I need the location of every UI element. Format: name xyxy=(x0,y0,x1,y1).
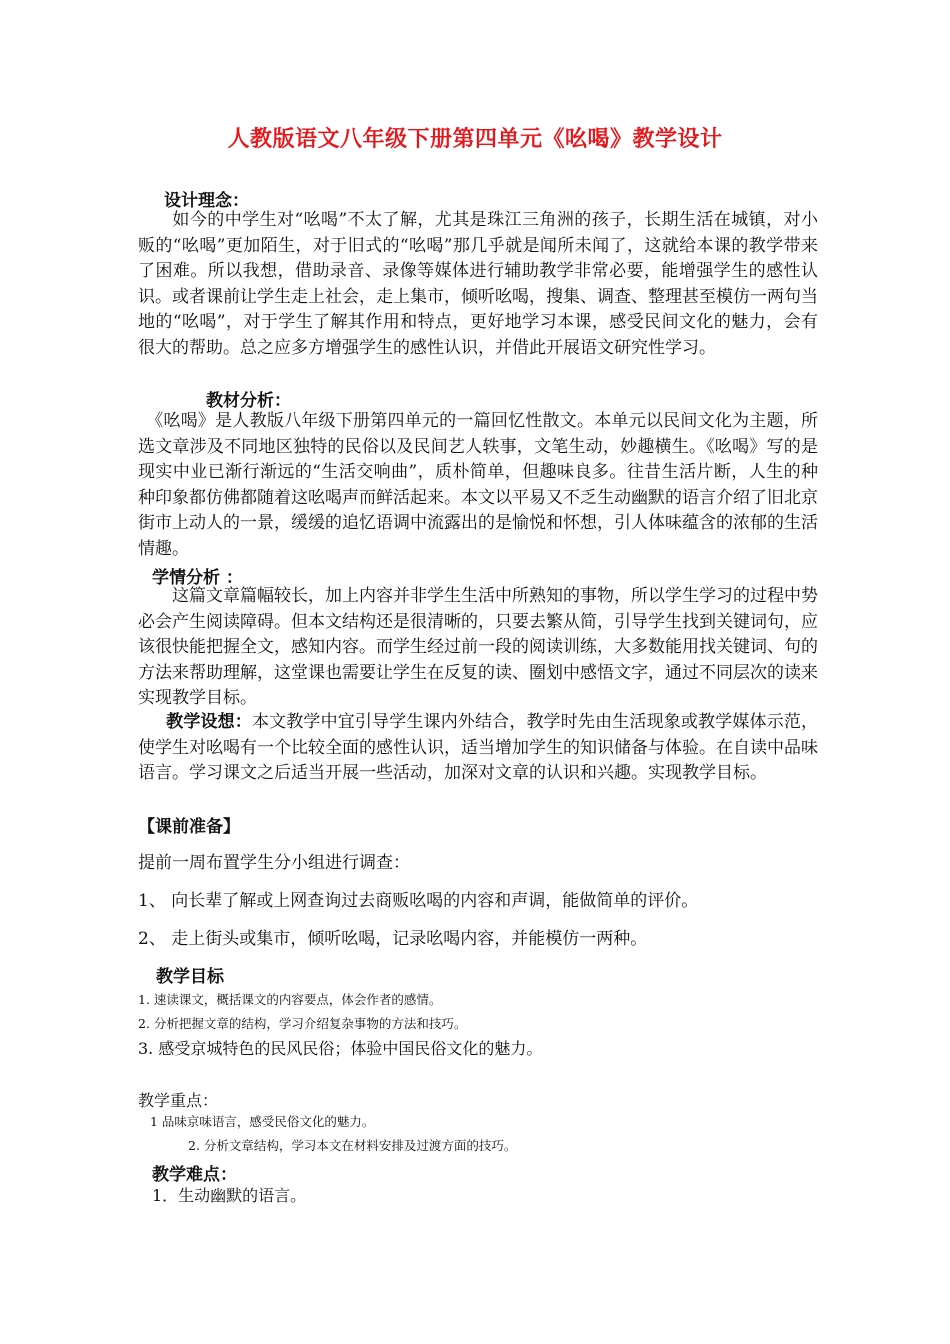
objective-item: 3. 感受京城特色的民风民俗；体验中国民俗文化的魅力。 xyxy=(138,1039,543,1058)
preparation-item: 2、 走上街头或集市，倾听吆喝，记录吆喝内容，并能模仿一两种。 xyxy=(138,929,648,949)
teaching-idea-text xyxy=(138,710,818,787)
objective-item: 2. 分析把握文章的结构，学习介绍复杂事物的方法和技巧。 xyxy=(138,1016,467,1031)
design-concept-text xyxy=(138,208,818,362)
difficulty-item: 1．生动幽默的语言。 xyxy=(152,1186,307,1205)
material-analysis-heading: 教材分析： xyxy=(206,391,291,411)
teaching-idea-body: 本文教学中宜引导学生课内外结合，教学时先由生活现象或教学媒体示范，使学生对吆喝有一个比较全面的感性认识，适当增加学生的知识储备与体验。在自读中品味语言。学习课文之后适当开展一些活动，加深对文章的认识和兴趣。实现教学目标。 xyxy=(138,712,819,784)
objectives-heading: 教学目标 xyxy=(156,967,224,987)
document-title: 人教版语文八年级下册第四单元《吆喝》教学设计 xyxy=(227,127,723,152)
preparation-heading: 【课前准备】 xyxy=(138,817,240,837)
learning-analysis-text xyxy=(138,584,818,712)
design-concept-heading: 设计理念： xyxy=(164,191,249,211)
preparation-item: 1、 向长辈了解或上网查询过去商贩吆喝的内容和声调，能做简单的评价。 xyxy=(138,891,699,911)
learning-analysis-body: 这篇文章篇幅较长，加上内容并非学生生活中所熟知的事物，所以学生学习的过程中势必会产生阅读障碍。但本文结构还是很清晰的，只要去繁从简，引导学生找到关键词句，应该很快能把握全文，感知内容。而学生经过前一段的阅读训练，大多数能用找关键词、句的方法来帮助理解，这堂课也需要让学生在反复的读、圈划中感悟文字，通过不同层次的读来实现教学目标。 xyxy=(138,586,818,709)
difficulties-heading: 教学难点： xyxy=(152,1165,237,1185)
preparation-intro: 提前一周布置学生分小组进行调查： xyxy=(138,853,410,873)
design-concept-body: 如今的中学生对“吆喝”不太了解，尤其是珠江三角洲的孩子，长期生活在城镇，对小贩的“吆喝”更加陌生，对于旧式的“吆喝”那几乎就是闻所未闻了，这就给本课的教学带来了困难。所以我想，借助录音、录像等媒体进行辅助教学非常必要，能增强学生的感性认识。或者课前让学生走上社会，走上集市，倾听吆喝，搜集、调查、整理甚至模仿一两句当地的“吆喝”，对于学生了解其作用和特点，更好地学习本课，感受民间文化的魅力，会有很大的帮助。总之应多方增强学生的感性认识，并借此开展语文研究性学习。 xyxy=(138,210,818,358)
learning-analysis-heading: 学情分析 ： xyxy=(152,568,243,588)
material-analysis-text xyxy=(138,409,818,563)
key-points-heading: 教学重点： xyxy=(138,1091,219,1110)
key-point-item: 2. 分析文章结构，学习本文在材料安排及过渡方面的技巧。 xyxy=(188,1138,517,1153)
material-analysis-body: 《吆喝》是人教版八年级下册第四单元的一篇回忆性散文。本单元以民间文化为主题，所选文章涉及不同地区独特的民俗以及民间艺人轶事，文笔生动，妙趣横生。《吆喝》写的是现实中业已渐行渐远的“生活交响曲”，质朴简单，但趣味良多。往昔生活片断，人生的种种印象都仿佛都随着这吆喝声而鲜活起来。本文以平易又不乏生动幽默的语言介绍了旧北京街市上动人的一景，缓缓的追忆语调中流露出的是愉悦和怀想，引人体味蕴含的浓郁的生活情趣。 xyxy=(138,411,818,559)
key-point-item: 1 品味京味语言，感受民俗文化的魅力。 xyxy=(150,1114,375,1129)
objective-item: 1. 速读课文，概括课文的内容要点，体会作者的感情。 xyxy=(138,992,442,1007)
teaching-idea-heading: 教学设想： xyxy=(166,712,252,732)
